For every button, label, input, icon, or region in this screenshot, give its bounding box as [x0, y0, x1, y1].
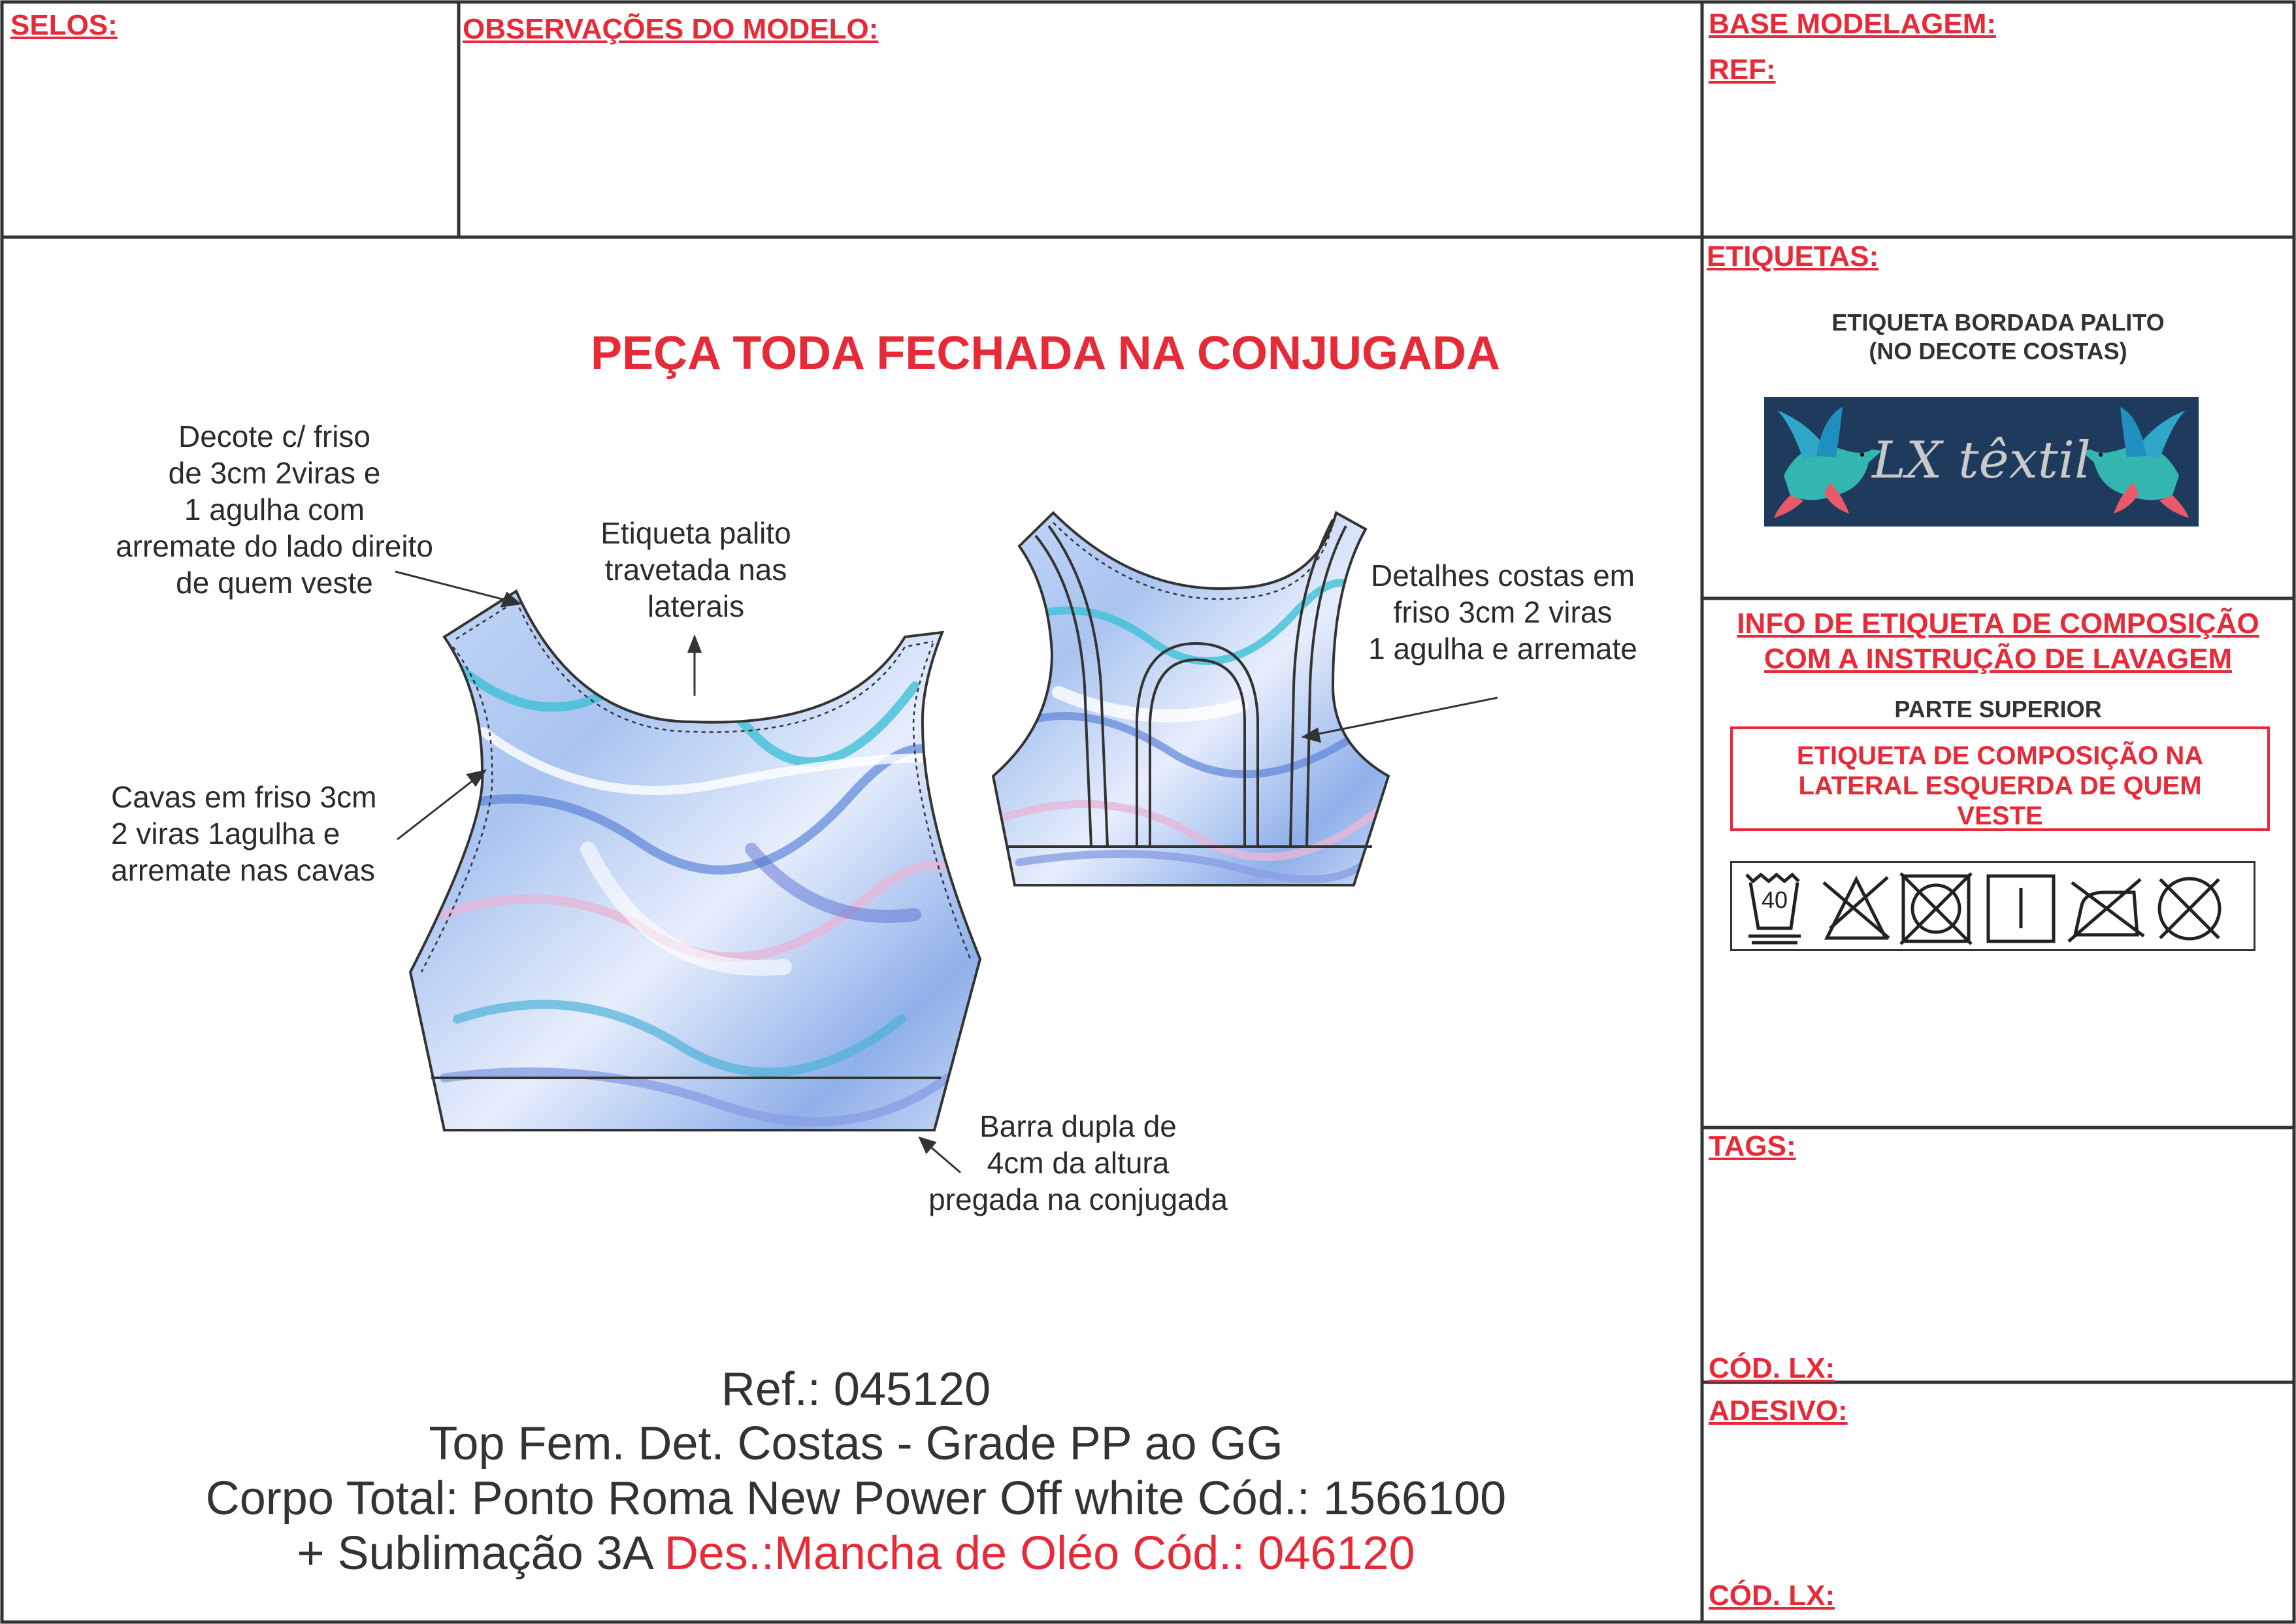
line-dry-icon — [1988, 876, 2054, 941]
logo-text: LX têxtil — [1872, 431, 2091, 490]
annotation-barra: Barra dupla de 4cm da altura pregada na conjugada — [928, 1109, 1228, 1216]
tags-label: TAGS: — [1709, 1130, 1796, 1162]
front-view — [392, 575, 1013, 1150]
info-etiqueta-label: INFO DE ETIQUETA DE COMPOSIÇÃO COM A INSTRUÇÃO DE LAVAGEM — [1737, 608, 2259, 675]
observacoes-label: OBSERVAÇÕES DO MODELO: — [463, 13, 879, 45]
ref-code: Ref.: 045120 — [721, 1363, 991, 1416]
etiqueta-bordada-text: ETIQUETA BORDADA PALITO (NO DECOTE COSTAS) — [1831, 309, 2165, 365]
no-dry-clean-icon — [2159, 879, 2220, 939]
adesivo-label: ADESIVO: — [1709, 1395, 1848, 1427]
design-code: Des.:Mancha de Oléo Cód.: 046120 — [664, 1527, 1415, 1580]
base-modelagem-label: BASE MODELAGEM: — [1709, 8, 1996, 40]
care-symbols — [1730, 861, 2255, 951]
body-fabric: Corpo Total: Ponto Roma New Power Off white Cód.: 1566100 — [205, 1472, 1507, 1525]
cod-lx-label-1: CÓD. LX: — [1709, 1352, 1835, 1384]
ref-label: REF: — [1709, 54, 1776, 86]
annotation-decote: Decote c/ friso de 3cm 2viras e 1 agulha com arremate do lado direito de quem veste — [116, 419, 433, 600]
sublimation-line: + Sublimação 3A Des.:Mancha de Oléo Cód.: 046120 — [297, 1527, 1415, 1580]
no-iron-icon — [2069, 879, 2144, 941]
back-view — [980, 496, 1405, 901]
annotation-detalhes-costas: Detalhes costas em friso 3cm 2 viras 1 agulha e arremate — [1368, 559, 1637, 666]
no-bleach-icon — [1824, 877, 1889, 938]
selos-label: SELOS: — [10, 9, 118, 41]
lx-textil-logo — [1764, 397, 2199, 527]
annotation-etiqueta-palito: Etiqueta palito travetada nas laterais — [600, 516, 791, 623]
composicao-box: ETIQUETA DE COMPOSIÇÃO NA LATERAL ESQUERDA DE QUEM VESTE — [1730, 726, 2270, 831]
no-tumble-dry-icon — [1901, 873, 1971, 944]
page-title: PEÇA TODA FECHADA NA CONJUGADA — [590, 327, 1501, 380]
parte-superior: PARTE SUPERIOR — [1894, 696, 2102, 723]
wash-temp: 40 — [1761, 886, 1788, 913]
product-name: Top Fem. Det. Costas - Grade PP ao GG — [429, 1418, 1283, 1470]
annotation-cavas: Cavas em friso 3cm 2 viras 1agulha e arremate nas cavas — [111, 780, 377, 887]
etiquetas-label: ETIQUETAS: — [1707, 240, 1879, 272]
cod-lx-label-2: CÓD. LX: — [1709, 1580, 1835, 1612]
